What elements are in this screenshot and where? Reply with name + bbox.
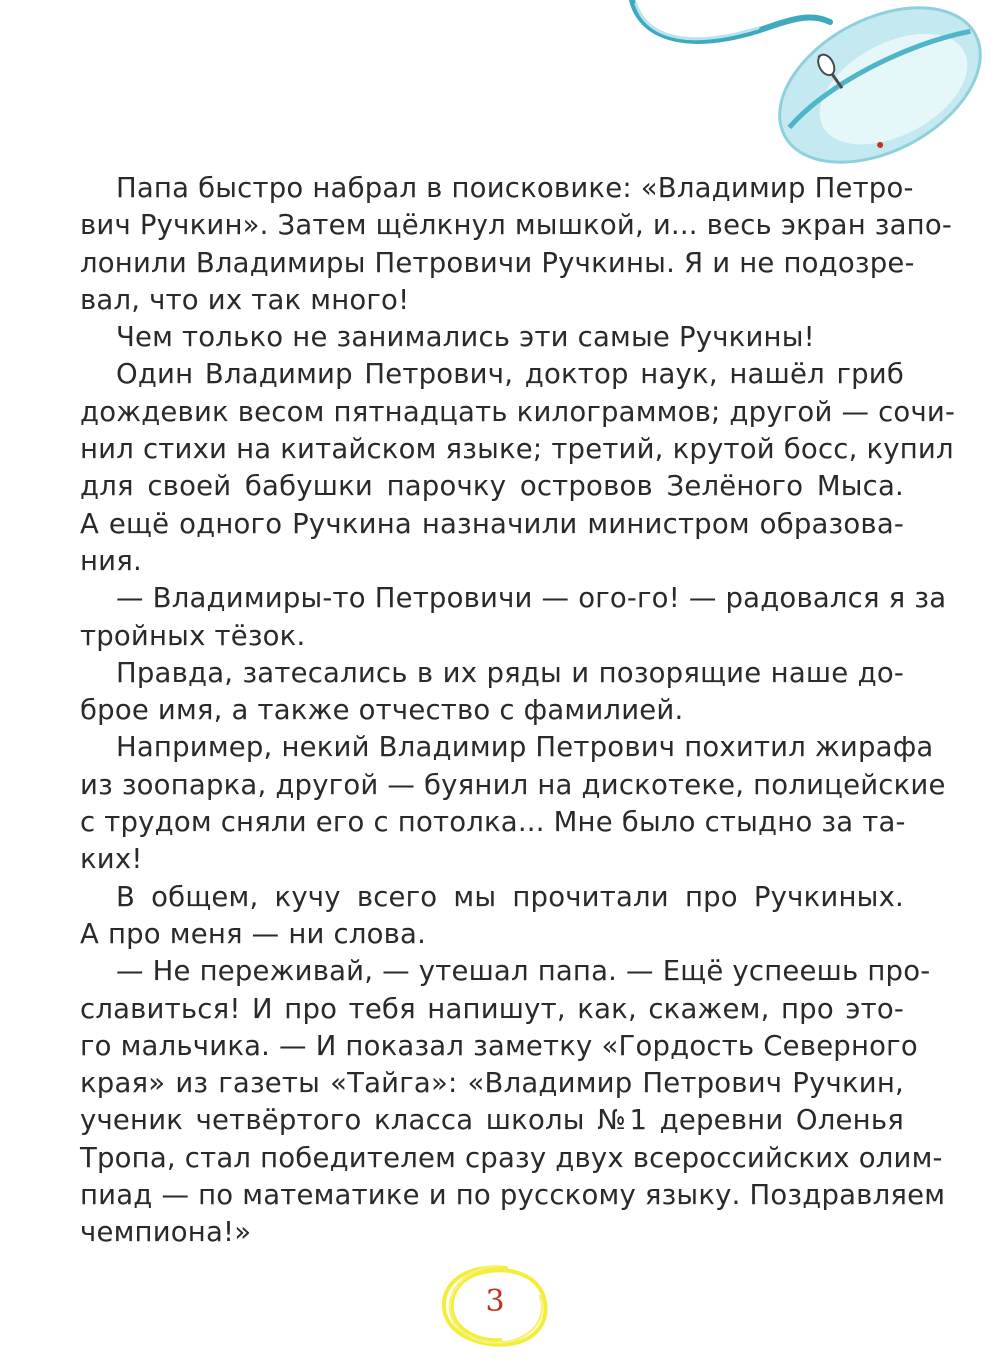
text-line: вал, что их так много! [80, 283, 410, 316]
text-line: вич Ручкин». Затем щёлкнул мышкой, и... весь экран запо- [80, 209, 953, 242]
computer-mouse-icon [754, 0, 1000, 170]
text-line: ния. [80, 544, 142, 577]
story-text [80, 170, 956, 1252]
page-number-badge [436, 1262, 554, 1352]
paragraph [80, 879, 904, 954]
text-line: Папа быстро набрал в поисковике: «Владимир Петро- [116, 172, 914, 204]
text-line: го мальчика. — И показал заметку «Гордость Северного [80, 1029, 918, 1062]
text-line: ких! [80, 843, 143, 876]
text-line: — Не переживай, — утешал папа. — Ещё успеешь про- [116, 955, 931, 988]
text-line: для своей бабушки парочку островов Зелёного Мыса. [80, 470, 904, 503]
text-line: Например, некий Владимир Петрович похитил жирафа [116, 731, 934, 764]
paragraph [80, 356, 956, 580]
paragraph [80, 953, 946, 1251]
text-line: края» из газеты «Тайга»: «Владимир Петрович Ручкин, [80, 1067, 904, 1100]
text-line: В общем, кучу всего мы прочитали про Ручкиных. [116, 880, 904, 913]
text-line: из зоопарка, другой — буянил на дискотеке, полицейские [80, 768, 946, 801]
text-line: ученик четвёртого класса школы №1 деревни Оленья [80, 1104, 904, 1137]
text-line: лонили Владимиры Петровичи Ручкины. Я и не подозре- [80, 246, 915, 279]
text-line: Правда, затесались в их ряды и позорящие наше до- [116, 656, 904, 689]
text-line: брое имя, а также отчество с фамилией. [80, 694, 684, 727]
text-line: Чем только не занимались эти самые Ручкины! [116, 321, 815, 354]
paragraph [80, 580, 947, 655]
paragraph [80, 729, 946, 878]
text-line: дождевик весом пятнадцать килограммов; другой — сочи- [80, 395, 956, 428]
text-line: тройных тёзок. [80, 619, 306, 652]
text-line: нил стихи на китайском языке; третий, крутой босс, купил [80, 433, 954, 466]
text-line: А ещё одного Ручкина назначили министром образова- [80, 507, 904, 540]
text-line: Один Владимир Петрович, доктор наук, нашёл гриб [116, 358, 904, 391]
paragraph [80, 170, 953, 319]
text-line: с трудом сняли его с потолка... Мне было стыдно за та- [80, 806, 906, 839]
text-line: пиад — по математике и по русскому языку. Поздравляем [80, 1179, 946, 1212]
text-line: чемпиона!» [80, 1216, 252, 1249]
page-number: 3 [485, 1284, 505, 1319]
text-line: Тропа, стал победителем сразу двух всероссийских олим- [80, 1141, 943, 1174]
text-line: А про меня — ни слова. [80, 917, 427, 950]
text-line: — Владимиры-то Петровичи — ого-го! — радовался я за [116, 582, 947, 615]
paragraph [80, 655, 904, 730]
computer-mouse-illustration [590, 0, 1000, 170]
paragraph [80, 319, 904, 356]
text-line: славиться! И про тебя напишут, как, скажем, про это- [80, 992, 904, 1025]
